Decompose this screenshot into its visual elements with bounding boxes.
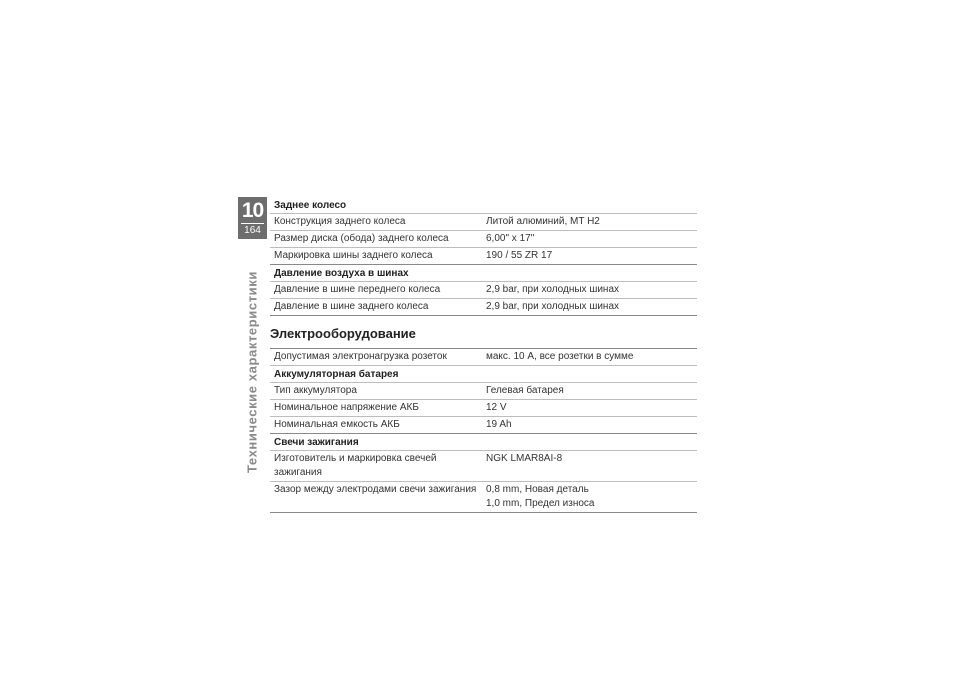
spec-label: Допустимая электронагрузка розеток (274, 351, 447, 362)
spec-value: 190 / 55 ZR 17 (486, 250, 553, 261)
tire-pressure-heading: Давление воздуха в шинах (270, 265, 697, 282)
spec-label: Тип аккумулятора (274, 385, 357, 396)
spec-label: Давление в шине заднего колеса (274, 301, 429, 312)
chapter-number: 10 (241, 199, 264, 222)
spec-value-line: 0,8 mm, Новая деталь (486, 484, 589, 495)
spec-value: 12 V (486, 402, 507, 413)
table-row (270, 214, 697, 231)
table-row (270, 299, 697, 316)
spec-value-line: 1,0 mm, Предел износа (486, 498, 595, 509)
spec-label: Маркировка шины заднего колеса (274, 250, 433, 261)
spec-value: 19 Ah (486, 419, 512, 430)
table-row (270, 282, 697, 299)
table-row (270, 400, 697, 417)
spec-value (482, 482, 697, 512)
electrical-table (270, 348, 697, 513)
table-row (270, 383, 697, 400)
page-number: 164 (244, 225, 261, 236)
spec-value: макс. 10 A, все розетки в сумме (486, 351, 634, 362)
table-row (270, 417, 697, 434)
spec-value: 2,9 bar, при холодных шинах (486, 284, 620, 295)
table-row (270, 349, 697, 366)
chapter-tab (238, 197, 267, 239)
rear-wheel-heading: Заднее колесо (270, 197, 697, 214)
spec-value: Литой алюминий, MT H2 (486, 216, 600, 227)
spec-value: 2,9 bar, при холодных шинах (486, 301, 620, 312)
spec-label: Изготовитель и маркировка свечей зажигания (274, 453, 437, 478)
table-row (270, 482, 697, 513)
battery-heading: Аккумуляторная батарея (270, 366, 697, 383)
spark-plugs-heading: Свечи зажигания (270, 434, 697, 451)
spec-value: Гелевая батарея (486, 385, 564, 396)
spec-label: Конструкция заднего колеса (274, 216, 406, 227)
table-row (270, 248, 697, 265)
table-row (270, 231, 697, 248)
spec-label: Зазор между электродами свечи зажигания (274, 484, 477, 495)
spec-label: Давление в шине переднего колеса (274, 284, 441, 295)
spec-label: Размер диска (обода) заднего колеса (274, 233, 449, 244)
spec-content (270, 197, 697, 513)
chapter-title: Технические характеристики (244, 271, 260, 473)
spec-value: NGK LMAR8AI-8 (486, 453, 563, 464)
table-row (270, 451, 697, 482)
spec-value: 6,00" x 17" (486, 233, 535, 244)
spec-label: Номинальное напряжение АКБ (274, 402, 419, 413)
rear-wheel-table (270, 197, 697, 316)
section-title-electrical: Электрооборудование (270, 326, 416, 341)
spec-label: Номинальная емкость АКБ (274, 419, 400, 430)
